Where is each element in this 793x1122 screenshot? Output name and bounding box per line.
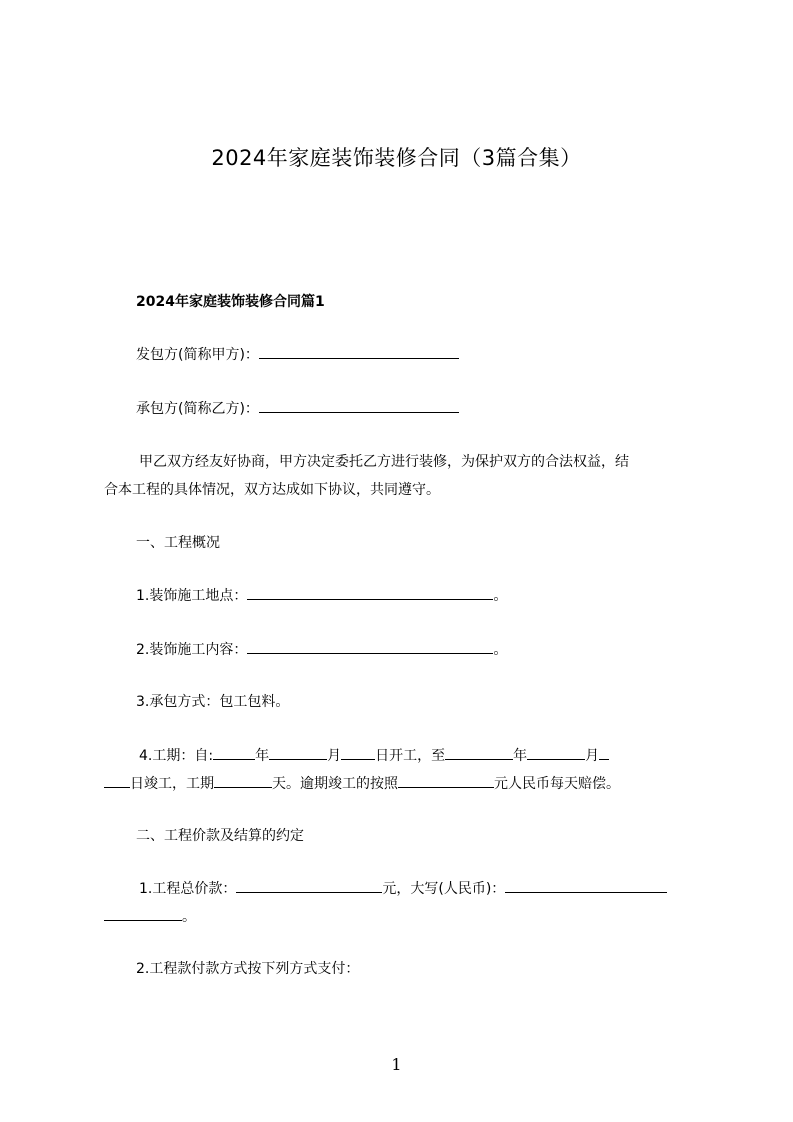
end-day-blank-part2[interactable] [104, 773, 130, 788]
duration-blank[interactable] [214, 773, 272, 788]
location-label: 1.装饰施工地点： [136, 588, 248, 604]
month2-label: 月 [585, 748, 600, 764]
period-mark: 。 [182, 909, 196, 925]
intro-paragraph-line2: 合本工程的具体情况，双方达成如下协议，共同遵守。 [104, 482, 440, 498]
intro-paragraph-line1: 甲乙双方经友好协商，甲方决定委托乙方进行装修，为保护双方的合法权益，结 [139, 454, 629, 470]
month-label: 月 [327, 748, 342, 764]
penalty-label: 元人民币每天赔偿。 [494, 776, 620, 792]
item-2-2: 2.工程款付款方式按下列方式支付： [136, 961, 360, 977]
item-2-1-line1 [139, 878, 667, 899]
item-1-3: 3.承包方式：包工包料。 [136, 694, 290, 710]
capital-amount-blank-part1[interactable] [505, 878, 667, 893]
capital-amount-label: 元，大写(人民币)： [382, 881, 506, 897]
period-mark: 。 [493, 588, 508, 604]
party-a-label: 发包方(简称甲方)： [136, 347, 259, 363]
period-mark: 。 [493, 642, 508, 658]
party-a-line [136, 344, 459, 365]
start-year-blank[interactable] [213, 745, 255, 760]
days-label: 天。逾期竣工的按照 [272, 776, 398, 792]
total-price-blank[interactable] [236, 878, 382, 893]
document-title: 2024年家庭装饰装修合同（3篇合集） [211, 146, 582, 170]
party-b-line [136, 398, 459, 419]
party-b-label: 承包方(简称乙方)： [136, 401, 259, 417]
part1-heading: 一、工程概况 [136, 535, 220, 551]
item-1-4-line1 [139, 745, 609, 766]
item-1-1 [136, 585, 507, 606]
item-1-2 [136, 639, 507, 660]
part2-heading: 二、工程价款及结算的约定 [136, 828, 304, 844]
capital-amount-blank-part2[interactable] [104, 906, 182, 921]
total-price-label: 1.工程总价款： [139, 881, 237, 897]
content-blank[interactable] [247, 639, 493, 654]
day-start-label: 日开工，至 [375, 748, 446, 764]
page-number: 1 [391, 1055, 402, 1074]
content-label: 2.装饰施工内容： [136, 642, 248, 658]
schedule-prefix: 4.工期：自: [139, 748, 214, 764]
item-2-1-line2 [104, 906, 196, 927]
start-month-blank[interactable] [269, 745, 327, 760]
party-b-blank[interactable] [259, 398, 459, 413]
end-day-blank-part1[interactable] [599, 745, 609, 760]
end-year-blank[interactable] [445, 745, 513, 760]
party-a-blank[interactable] [259, 344, 459, 359]
start-day-blank[interactable] [341, 745, 375, 760]
day-end-label: 日竣工，工期 [130, 776, 214, 792]
section-heading: 2024年家庭装饰装修合同篇1 [136, 294, 325, 310]
item-1-4-line2 [104, 773, 620, 794]
year2-label: 年 [513, 748, 528, 764]
location-blank[interactable] [247, 585, 493, 600]
year-label: 年 [255, 748, 270, 764]
penalty-blank[interactable] [398, 773, 494, 788]
end-month-blank[interactable] [527, 745, 585, 760]
